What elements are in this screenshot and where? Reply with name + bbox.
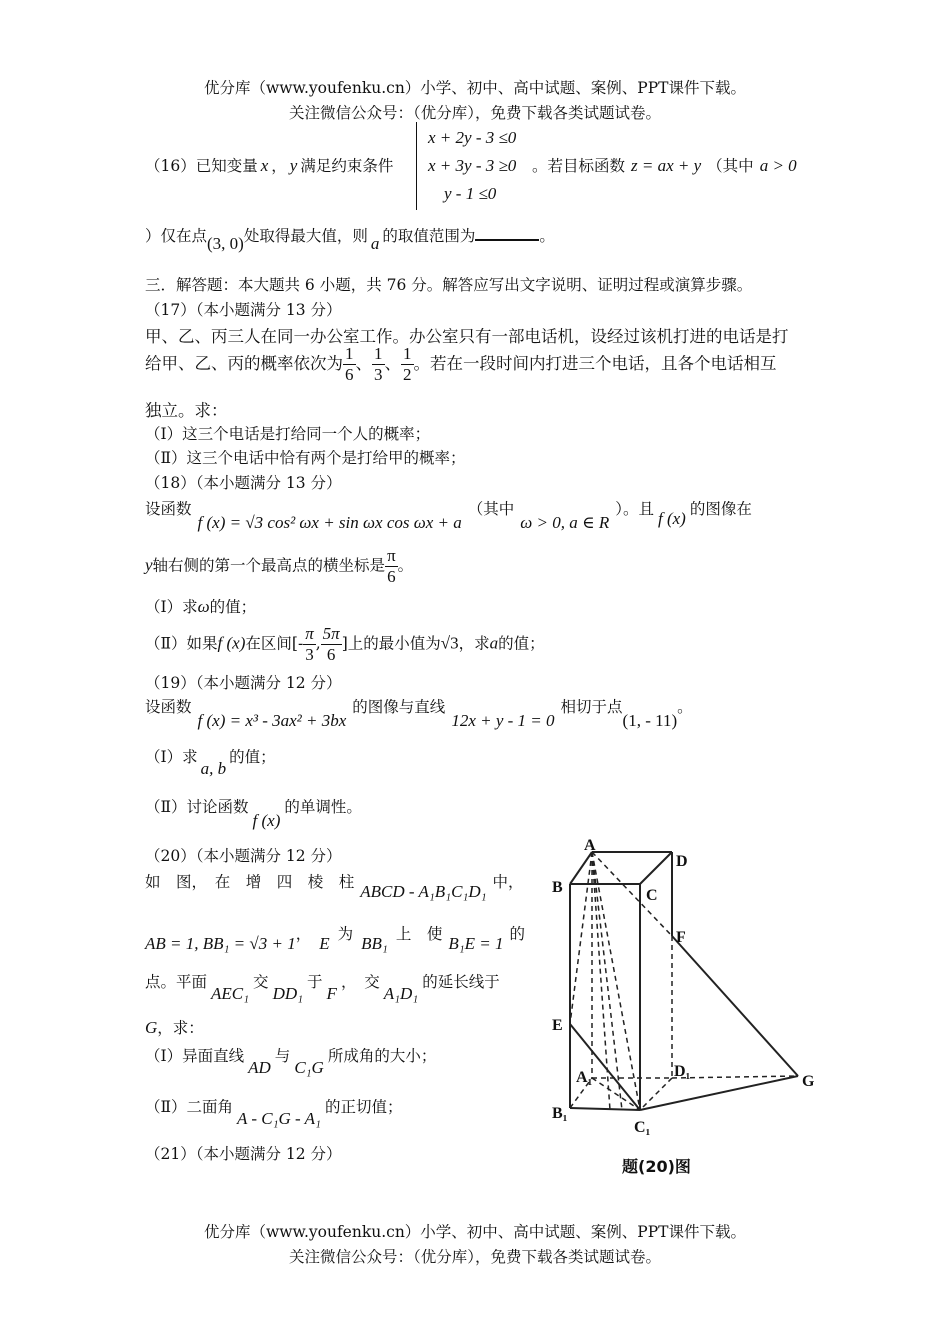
q20-l3a: 点。平面 xyxy=(145,973,208,991)
q16-constraint-3: y - 1 ≤0 xyxy=(444,184,497,203)
edge-C1G xyxy=(640,1076,798,1110)
q17-text2a: 给甲、乙、丙的概率依次为 xyxy=(145,354,343,373)
q20-E: E xyxy=(319,934,330,953)
q18-interval-left xyxy=(303,624,316,665)
q17-frac-1-den: 6 xyxy=(345,365,354,384)
q19-mid2: 相切于点 xyxy=(560,698,623,716)
q17-text2b: 。若在一段时间内打进三个电话，且各个电话相互 xyxy=(413,354,777,373)
q16-comma: ， xyxy=(271,157,287,175)
q18-p1a: （Ⅰ）求 xyxy=(145,598,198,616)
q20-DD1: DD₁ xyxy=(272,984,304,1003)
q20-p1a: （Ⅰ）异面直线 xyxy=(145,1047,245,1065)
q18-interval-right xyxy=(321,624,342,665)
q18-p2c: ]上的最小值为 xyxy=(341,634,441,653)
q20-BB1: BB₁ xyxy=(361,934,388,953)
q20-line-4 xyxy=(145,1016,204,1038)
q18-int-a-num: π xyxy=(305,624,314,643)
q20-l1b: 中， xyxy=(492,873,524,891)
q16-objective-lead: 。若目标函数 xyxy=(532,157,626,175)
q18-p2e: 的值； xyxy=(498,634,545,653)
label-B1: B₁ xyxy=(552,1105,568,1122)
footer-line-2: 关注微信公众号：（优分库），免费下载各类试题试卷。 xyxy=(288,1248,661,1266)
q20-A1D1: A₁D₁ xyxy=(383,984,419,1003)
q16-end: 。 xyxy=(539,227,555,245)
edge-AC1 xyxy=(592,852,640,1110)
q19-mid: 的图像与直线 xyxy=(352,698,446,716)
label-C1: C₁ xyxy=(634,1119,651,1136)
q17-text-2 xyxy=(145,344,777,385)
q18-int-comma: , xyxy=(315,634,321,653)
q18-paren: （其中 xyxy=(467,500,515,518)
q20-p2a: （Ⅱ）二面角 xyxy=(145,1098,234,1116)
q18-p2a: （Ⅱ）如果 xyxy=(145,634,218,653)
q18-int-a-den: 3 xyxy=(305,645,314,664)
q16-cond-label: 满足约束条件 xyxy=(300,157,394,175)
edge-CD xyxy=(640,852,672,884)
q19-function: f (x) = x³ - 3ax² + 3bx xyxy=(197,711,347,730)
q20-line-1 xyxy=(145,870,524,901)
q19-head: （19）（本小题满分 12 分） xyxy=(145,674,342,692)
q18-p2-a: a xyxy=(489,633,499,653)
label-D: D xyxy=(676,853,688,870)
q18-frac-pi6 xyxy=(385,546,398,587)
label-F: F xyxy=(676,929,686,946)
q20-l2a: AB = 1, BB₁ = √3 + 1 xyxy=(145,934,296,953)
q16-system-brace xyxy=(416,122,427,210)
q17-frac-1-num: 1 xyxy=(345,344,354,363)
header-line-2: 关注微信公众号：（优分库），免费下载各类试题试卷。 xyxy=(288,104,661,122)
q20-p1b: 与 xyxy=(274,1047,291,1065)
q16-objective xyxy=(532,154,797,176)
q19-p1a: （Ⅰ）求 xyxy=(145,748,198,766)
q16-line2-a: ）仅在点 xyxy=(145,227,208,245)
q18-p2d: ，求 xyxy=(458,634,490,653)
q18-lead: 设函数 xyxy=(145,500,192,518)
q17-frac-2-den: 3 xyxy=(374,365,383,384)
q19-part-1 xyxy=(145,745,276,778)
q19-fx: f (x) xyxy=(252,811,281,830)
q20-dihedral: A - C₁G - A₁ xyxy=(237,1109,321,1128)
label-G: G xyxy=(802,1073,815,1090)
q18-line-2 xyxy=(145,546,413,587)
header-line-1: 优分库（www.youfenku.cn）小学、初中、高中试题、案例、PPT课件下载。 xyxy=(203,79,747,97)
q17-frac-2-num: 1 xyxy=(374,344,383,363)
q20-part-1 xyxy=(145,1044,437,1077)
q17-head: （17）（本小题满分 13 分） xyxy=(145,301,342,319)
q18-p2-fx: f (x) xyxy=(217,633,246,653)
edge-A1C1 xyxy=(592,1078,640,1110)
q17-frac-3 xyxy=(401,344,414,385)
q18-tail: 的图像在 xyxy=(689,500,752,518)
q16-constraint-1: x + 2y - 3 ≤0 xyxy=(428,128,517,147)
q16-line2-b: 处取得最大值，则 xyxy=(243,227,368,245)
edge-D1G xyxy=(672,1076,798,1078)
q16-point: (3, 0) xyxy=(207,234,244,253)
edge-EC1 xyxy=(570,1024,640,1110)
q16-var-x: x xyxy=(260,156,269,175)
footer-line-1: 优分库（www.youfenku.cn）小学、初中、高中试题、案例、PPT课件下载。 xyxy=(203,1223,747,1241)
label-A: A xyxy=(584,838,596,854)
q20-F: F xyxy=(326,984,337,1003)
q20-l4: ，求： xyxy=(157,1019,204,1037)
q19-lead: 设函数 xyxy=(145,698,192,716)
q18-p1b: 的值； xyxy=(209,598,257,616)
q18-pi-num: π xyxy=(387,546,396,565)
q17-text-3: 独立。求： xyxy=(145,401,228,420)
q18-part-2 xyxy=(145,624,545,665)
q20-l2d: 上 使 xyxy=(395,925,443,943)
q19-p1b: 的值； xyxy=(229,748,276,766)
section-3-intro: 三．解答题：本大题共 6 小题，共 76 分。解答应写出文字说明、证明过程或演算步骤。 xyxy=(145,276,753,294)
q18-line-1 xyxy=(145,497,752,532)
label-D1: D₁ xyxy=(674,1063,691,1080)
q17-frac-2 xyxy=(372,344,385,385)
q18-omega: ω xyxy=(197,597,210,616)
q17-frac-3-num: 1 xyxy=(403,344,412,363)
label-C: C xyxy=(646,887,658,904)
q20-l2e: 的 xyxy=(509,925,525,943)
q20-B1E: B₁E = 1 xyxy=(448,934,504,953)
q21-head: （21）（本小题满分 12 分） xyxy=(145,1145,342,1163)
q19-p2a: （Ⅱ）讨论函数 xyxy=(145,798,249,816)
q17-text-1: 甲、乙、丙三人在同一办公室工作。办公室只有一部电话机，设经过该机打进的电话是打 xyxy=(145,327,789,346)
edge-B1C1 xyxy=(570,1108,640,1110)
q20-G: G xyxy=(145,1018,158,1037)
q18-pi-den: 6 xyxy=(387,567,396,586)
label-B: B xyxy=(552,879,563,896)
q19-point: (1, - 11) xyxy=(622,711,678,730)
q16-objective-func: z = ax + y xyxy=(631,156,702,175)
q20-l3c: 于 xyxy=(307,973,323,991)
q19-p2b: 的单调性。 xyxy=(284,798,362,816)
q16-var-a: a xyxy=(370,234,380,253)
q18-condition: ω > 0, a ∈ R xyxy=(520,513,610,532)
q20-prism: ABCD - A₁B₁C₁D₁ xyxy=(360,882,487,901)
q20-p1c: 所成角的大小； xyxy=(327,1047,437,1065)
q16-lead: （16）已知变量 xyxy=(145,157,258,175)
q20-l3e: 的延长线于 xyxy=(422,973,500,991)
q20-line-3 xyxy=(145,970,500,1003)
q20-l3b: 交 xyxy=(253,973,269,991)
q18-line2-text: 轴右侧的第一个最高点的横坐标是 xyxy=(152,556,386,575)
q17-frac-1 xyxy=(343,344,356,385)
q20-l3d: ， 交 xyxy=(340,973,380,991)
q18-end: 。 xyxy=(397,556,414,575)
q20-head: （20）（本小题满分 12 分） xyxy=(145,847,342,865)
q20-AD: AD xyxy=(248,1058,271,1077)
q20-C1G: C₁G xyxy=(294,1058,324,1077)
q18-fx: f (x) xyxy=(658,509,686,528)
q20-l1a: 如 图， 在 增 四 棱 柱 xyxy=(145,873,355,891)
q16-var-y: y xyxy=(289,156,298,175)
q16-paren: （其中 xyxy=(707,157,754,175)
q20-line-2 xyxy=(145,922,525,953)
q16-line2-c: 的取值范围为 xyxy=(382,227,476,245)
q18-sqrt3: √3 xyxy=(440,633,459,653)
q16-answer-blank xyxy=(475,225,539,241)
edge-FG xyxy=(672,936,798,1076)
q18-head: （18）（本小题满分 13 分） xyxy=(145,474,342,492)
q18-int-b-den: 6 xyxy=(326,645,336,664)
q19-end: 。 xyxy=(677,698,693,716)
q16-cond-a: a > 0 xyxy=(759,156,797,175)
q17-sep-1: 、 xyxy=(355,354,372,373)
q20-p2b: 的正切值； xyxy=(324,1098,403,1116)
q19-part-2 xyxy=(145,795,362,830)
q20-prism-figure xyxy=(540,838,840,1178)
q18-int-b-num: 5π xyxy=(322,624,340,643)
q16-line-2 xyxy=(145,224,555,253)
label-E: E xyxy=(552,1017,563,1034)
q20-part-2 xyxy=(145,1095,403,1128)
q19-line-1 xyxy=(145,695,693,730)
q17-sep-2: 、 xyxy=(384,354,401,373)
label-A1: A₁ xyxy=(576,1069,593,1086)
edge-D1C1 xyxy=(640,1078,672,1110)
q20-figure-caption: 题(20)图 xyxy=(622,1157,691,1176)
q16-line-1 xyxy=(145,154,393,176)
q20-l2c: 为 xyxy=(337,925,354,943)
q16-constraint-2: x + 3y - 3 ≥0 xyxy=(428,156,517,175)
q18-p2b: 在区间[- xyxy=(245,634,304,653)
q18-after: ）。且 xyxy=(615,500,654,518)
q20-AEC1: AEC₁ xyxy=(211,984,250,1003)
q18-part-1 xyxy=(145,595,256,617)
q19-ab: a, b xyxy=(200,759,227,778)
q17-part-2: （Ⅱ）这三个电话中恰有两个是打给甲的概率； xyxy=(145,449,466,467)
q18-function: f (x) = √3 cos² ωx + sin ωx cos ωx + a xyxy=(197,513,462,532)
q17-frac-3-den: 2 xyxy=(403,365,412,384)
q19-line-eq: 12x + y - 1 = 0 xyxy=(451,711,555,730)
q20-l2b: ， xyxy=(295,925,312,943)
q18-var-y: y xyxy=(145,555,153,575)
q17-part-1: （Ⅰ）这三个电话是打给同一个人的概率； xyxy=(145,425,431,443)
